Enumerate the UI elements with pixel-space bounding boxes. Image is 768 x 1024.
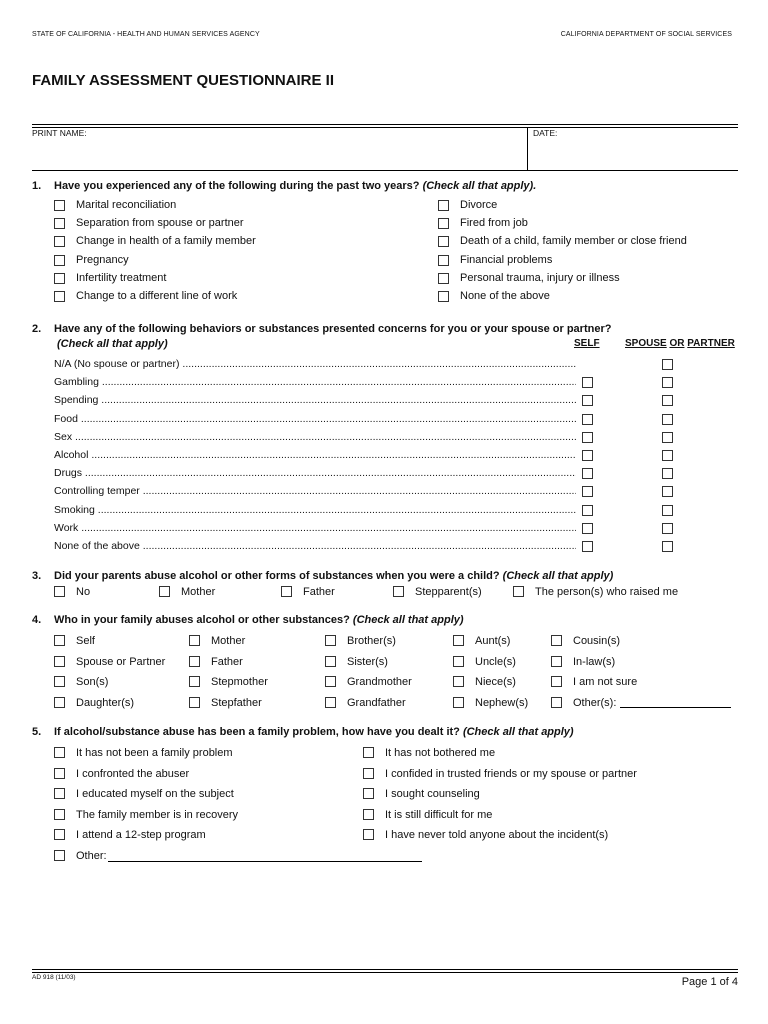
question-3-text	[54, 570, 613, 582]
checkbox[interactable]	[189, 635, 200, 646]
option-label: I attend a 12-step program	[76, 829, 206, 842]
checkbox[interactable]	[54, 656, 65, 667]
checkbox[interactable]	[453, 635, 464, 646]
checkbox[interactable]	[438, 291, 449, 302]
divider	[32, 170, 738, 171]
checkbox[interactable]	[662, 414, 673, 425]
checkbox[interactable]	[582, 395, 593, 406]
checkbox[interactable]	[325, 676, 336, 687]
behavior-row-label: Spending .....	[54, 394, 576, 406]
checkbox[interactable]	[662, 468, 673, 479]
option-label: Separation from spouse or partner	[76, 217, 244, 230]
date-field[interactable]	[533, 138, 733, 168]
checkbox[interactable]	[551, 676, 562, 687]
checkbox[interactable]	[189, 697, 200, 708]
checkbox[interactable]	[582, 377, 593, 388]
option-label: Personal trauma, injury or illness	[460, 271, 620, 284]
divider	[32, 969, 738, 970]
divider	[32, 972, 738, 973]
question-number: 1.	[32, 180, 42, 192]
checkbox[interactable]	[54, 697, 65, 708]
checkbox[interactable]	[54, 809, 65, 820]
checkbox[interactable]	[662, 450, 673, 461]
checkbox[interactable]	[54, 218, 65, 229]
checkbox[interactable]	[582, 432, 593, 443]
option-label: Grandfather	[347, 697, 406, 710]
behavior-row-label: Drugs .....	[54, 467, 576, 479]
checkbox[interactable]	[582, 541, 593, 552]
question-5-text	[54, 726, 574, 738]
checkbox[interactable]	[54, 768, 65, 779]
checkbox[interactable]	[363, 747, 374, 758]
option-label: Father	[211, 655, 243, 668]
checkbox[interactable]	[54, 291, 65, 302]
option-label: Daughter(s)	[76, 697, 135, 710]
column-header-spouse: SPOUSE	[625, 338, 667, 349]
divider	[527, 127, 528, 171]
behavior-row-label: Food .....	[54, 413, 576, 425]
question-4-text	[54, 614, 464, 626]
option-label: Brother(s)	[347, 635, 396, 647]
checkbox[interactable]	[54, 200, 65, 211]
behavior-row-label: Controlling temper .....	[54, 485, 576, 497]
question-1-text	[54, 180, 536, 192]
column-header-partner: PARTNER	[687, 338, 735, 349]
column-header-spouse-partner	[625, 338, 735, 349]
checkbox[interactable]	[551, 635, 562, 646]
checkbox[interactable]	[438, 218, 449, 229]
print-name-label: PRINT NAME:	[32, 128, 87, 138]
question-note	[57, 338, 168, 350]
option-label: Change to a different line of work	[76, 290, 238, 302]
question-note: (Check all that apply).	[422, 180, 537, 192]
checkbox[interactable]	[438, 273, 449, 284]
question-text: If alcohol/substance abuse has been a family problem, how have you dealt it?	[54, 726, 460, 738]
checkbox[interactable]	[662, 523, 673, 534]
checkbox[interactable]	[662, 541, 673, 552]
checkbox[interactable]	[393, 586, 404, 597]
option-label: Stepmother	[211, 676, 268, 689]
option-label: Financial problems	[460, 253, 553, 266]
checkbox[interactable]	[582, 523, 593, 534]
question-note: (Check all that apply)	[57, 338, 168, 350]
checkbox[interactable]	[54, 273, 65, 284]
option-label: Aunt(s)	[475, 635, 511, 647]
checkbox[interactable]	[54, 236, 65, 247]
checkbox[interactable]	[551, 656, 562, 667]
checkbox[interactable]	[54, 829, 65, 840]
question-text: Did your parents abuse alcohol or other forms of substances when you were a child?	[54, 570, 500, 582]
column-header-self: SELF	[574, 338, 600, 349]
checkbox[interactable]	[582, 486, 593, 497]
question-number: 2.	[32, 323, 42, 335]
option-label: Mother	[181, 586, 216, 598]
option-label: Fired from job	[460, 217, 528, 230]
agency-header-right: CALIFORNIA DEPARTMENT OF SOCIAL SERVICES	[560, 31, 732, 38]
behavior-row-label: N/A (No spouse or partner) .....	[54, 358, 576, 370]
checkbox[interactable]	[54, 747, 65, 758]
checkbox[interactable]	[54, 850, 65, 861]
checkbox[interactable]	[363, 809, 374, 820]
question-note: (Check all that apply)	[462, 726, 574, 738]
checkbox[interactable]	[325, 697, 336, 708]
checkbox[interactable]	[438, 236, 449, 247]
option-label: Self	[76, 635, 95, 647]
other-label: Other(s):	[573, 697, 617, 710]
question-number: 3.	[32, 570, 42, 582]
checkbox[interactable]	[189, 656, 200, 667]
option-label: Stepfather	[211, 697, 262, 710]
form-id: AD 918 (11/03)	[32, 974, 76, 981]
option-label: The person(s) who raised me	[535, 586, 679, 598]
agency-header-left: STATE OF CALIFORNIA - HEALTH AND HUMAN SERVICES AGENCY	[32, 31, 260, 38]
checkbox[interactable]	[363, 788, 374, 799]
checkbox[interactable]	[582, 414, 593, 425]
option-label: Divorce	[460, 199, 498, 211]
checkbox[interactable]	[281, 586, 292, 597]
option-label: I confronted the abuser	[76, 767, 190, 780]
option-label: It has not bothered me	[385, 747, 496, 759]
option-label: I am not sure	[573, 676, 638, 689]
checkbox[interactable]	[662, 359, 673, 370]
option-label: Mother	[211, 635, 246, 647]
option-label: Pregnancy	[76, 253, 129, 266]
column-header-or: OR	[669, 338, 685, 349]
checkbox[interactable]	[54, 676, 65, 687]
option-label: I have never told anyone about the incident(s)	[385, 829, 609, 842]
question-text: Have you experienced any of the following during the past two years?	[54, 180, 420, 192]
page-title: FAMILY ASSESSMENT QUESTIONNAIRE II	[32, 72, 334, 89]
option-label: Uncle(s)	[475, 655, 516, 668]
checkbox[interactable]	[551, 697, 562, 708]
print-name-field[interactable]	[32, 138, 522, 168]
option-label: It has not been a family problem	[76, 747, 233, 759]
option-label: Spouse or Partner	[76, 655, 166, 668]
option-label: Sister(s)	[347, 655, 388, 668]
checkbox[interactable]	[453, 656, 464, 667]
checkbox[interactable]	[54, 635, 65, 646]
option-label: Death of a child, family member or close friend	[460, 235, 687, 248]
checkbox[interactable]	[453, 697, 464, 708]
behavior-row-label: Sex .....	[54, 431, 576, 443]
checkbox[interactable]	[582, 505, 593, 516]
question-2-text: Have any of the following behaviors or substances presented concerns for you or your spouse or partner?	[54, 323, 612, 335]
option-label: In-law(s)	[573, 655, 616, 668]
checkbox[interactable]	[662, 505, 673, 516]
checkbox[interactable]	[662, 486, 673, 497]
option-label: No	[76, 586, 91, 598]
option-label: Cousin(s)	[573, 635, 621, 647]
option-label: I educated myself on the subject	[76, 788, 234, 801]
question-number: 4.	[32, 614, 42, 626]
option-label: Father	[303, 586, 335, 598]
checkbox[interactable]	[189, 676, 200, 687]
checkbox[interactable]	[453, 676, 464, 687]
option-label: I confided in trusted friends or my spouse or partner	[385, 767, 637, 780]
divider	[32, 127, 738, 128]
option-label: I sought counseling	[385, 788, 480, 801]
checkbox[interactable]	[325, 635, 336, 646]
behavior-row-label: Smoking .....	[54, 504, 576, 516]
option-label: It is still difficult for me	[385, 808, 493, 821]
option-label: Marital reconciliation	[76, 199, 177, 211]
checkbox[interactable]	[582, 468, 593, 479]
behavior-row-label: None of the above .....	[54, 540, 576, 552]
checkbox[interactable]	[513, 586, 524, 597]
option-label: Change in health of a family member	[76, 235, 256, 248]
option-label: Nephew(s)	[475, 697, 529, 710]
checkbox[interactable]	[582, 450, 593, 461]
checkbox[interactable]	[363, 768, 374, 779]
question-note: (Check all that apply)	[502, 570, 614, 582]
checkbox[interactable]	[662, 432, 673, 443]
question-note: (Check all that apply)	[352, 614, 464, 626]
question-text: Who in your family abuses alcohol or other substances?	[54, 614, 350, 626]
page-number: Page 1 of 4	[681, 976, 738, 988]
checkbox[interactable]	[54, 788, 65, 799]
checkbox[interactable]	[54, 586, 65, 597]
option-label: None of the above	[460, 290, 550, 302]
divider	[32, 124, 738, 125]
behavior-row-label: Gambling .....	[54, 376, 576, 388]
checkbox[interactable]	[438, 200, 449, 211]
checkbox[interactable]	[363, 829, 374, 840]
other-fill-line[interactable]	[620, 707, 731, 708]
checkbox[interactable]	[662, 395, 673, 406]
other-fill-line[interactable]	[108, 861, 422, 862]
checkbox[interactable]	[438, 255, 449, 266]
question-number: 5.	[32, 726, 42, 738]
option-label: Grandmother	[347, 676, 412, 689]
other-label: Other:	[76, 850, 107, 862]
option-label: Stepparent(s)	[415, 586, 482, 598]
behavior-row-label: Alcohol .....	[54, 449, 576, 461]
option-label: Son(s)	[76, 676, 109, 689]
checkbox[interactable]	[325, 656, 336, 667]
checkbox[interactable]	[159, 586, 170, 597]
option-label: Infertility treatment	[76, 271, 167, 284]
checkbox[interactable]	[662, 377, 673, 388]
date-label: DATE:	[533, 128, 558, 138]
option-label: Niece(s)	[475, 676, 516, 689]
behavior-row-label: Work .....	[54, 522, 576, 534]
option-label: The family member is in recovery	[76, 808, 238, 821]
checkbox[interactable]	[54, 255, 65, 266]
